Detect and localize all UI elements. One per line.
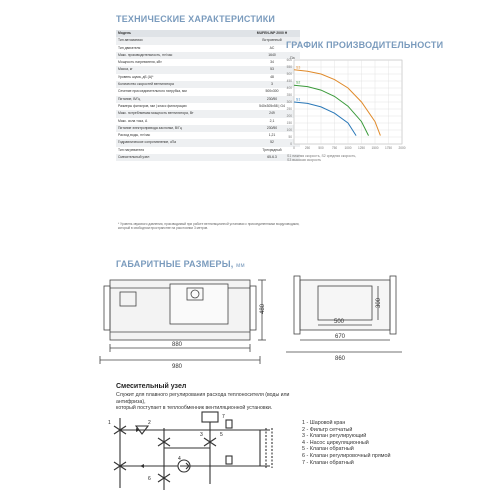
row-label: Мощность нагревателя, кВт xyxy=(118,60,162,65)
row-label: Расход воды, m³/час xyxy=(118,133,151,138)
y-tick-label: 600 xyxy=(286,58,292,63)
row-value: 1640 xyxy=(244,52,300,59)
row-value: 249 xyxy=(244,110,300,117)
mixing-unit-diagram xyxy=(100,408,300,496)
mixing-desc-line: Служит для плавного регулирования расхода теплоносителя (воды или антифриза), xyxy=(116,392,290,405)
specs-header-value: MUFEN-WP 2000 H xyxy=(244,30,300,37)
row-value: 34 xyxy=(270,60,274,65)
table-row xyxy=(116,118,300,125)
table-row xyxy=(116,154,300,161)
specs-header-label: Модель xyxy=(116,30,244,37)
x-tick-label: 1250 xyxy=(357,146,366,150)
y-tick-label: 50 xyxy=(288,135,292,140)
mixing-legend-list xyxy=(302,420,412,466)
row-value: 48 xyxy=(270,74,274,79)
table-row xyxy=(116,74,300,81)
row-label: Питание, В/Гц xyxy=(116,96,244,103)
row-value: 3 xyxy=(244,81,300,88)
callout-5: 5 xyxy=(220,432,223,438)
row-label: Уровень шума, дБ (A)* xyxy=(118,74,154,79)
row-value: Трехрядный xyxy=(262,147,282,152)
row-value: 500x300 xyxy=(265,89,279,94)
row-value: 65-6.3 xyxy=(244,154,300,161)
table-row xyxy=(116,59,300,66)
row-label: Смесительный узел xyxy=(116,154,244,161)
list-item: 6 - Клапан регулировочный прямой xyxy=(302,452,391,459)
x-tick-label: 500 xyxy=(318,146,324,150)
front-view-drawing xyxy=(90,268,270,368)
row-label: Масса, кг xyxy=(116,66,244,73)
dimensions-unit: мм xyxy=(236,263,245,269)
series-label-s3: S3 xyxy=(296,65,301,70)
table-row xyxy=(116,139,300,146)
row-label: Количество скоростей вентилятора xyxy=(116,81,244,88)
specs-footnote: * Уровень звукового давления, производимый при работе вентиляционной установки с присоединенными воздуховодами, который в свободном пространстве на расстоянии 3 метров. xyxy=(118,222,300,230)
row-value: 230/50 xyxy=(244,96,300,103)
specs-table xyxy=(116,30,300,161)
front-width-outer-label: 980 xyxy=(172,364,183,368)
list-item: 3 - Клапан регулирующий xyxy=(302,433,367,440)
list-item: 4 - Насос циркуляционный xyxy=(302,439,369,446)
table-row xyxy=(116,88,300,95)
y-tick-label: 300 xyxy=(286,100,292,105)
table-row xyxy=(116,125,300,132)
specs-title: ТЕХНИЧЕСКИЕ ХАРАКТЕРИСТИКИ xyxy=(116,14,276,24)
row-value: 2,1 xyxy=(269,118,275,123)
row-value: AC xyxy=(269,45,275,50)
callout-7: 7 xyxy=(222,414,225,420)
table-row xyxy=(116,66,300,73)
row-label: Сечение присоединительного патрубка, мм xyxy=(118,89,187,94)
callout-4: 4 xyxy=(178,456,181,462)
row-label: Размеры фильтров, мм | класс фильтрации xyxy=(118,103,187,108)
row-label: Тип нагревателя xyxy=(118,147,145,152)
side-width-inner-label: 670 xyxy=(335,334,346,340)
y-tick-label: 500 xyxy=(286,72,292,77)
row-value: 1,21 xyxy=(268,133,276,138)
side-height-label: 300 xyxy=(376,297,382,308)
row-value: 52 xyxy=(244,139,300,146)
mixing-title: Смесительный узел xyxy=(116,383,187,390)
front-height-label: 480 xyxy=(260,303,266,314)
x-tick-label: 1500 xyxy=(371,146,379,150)
y-tick-label: 550 xyxy=(286,65,292,70)
chart-legend xyxy=(287,154,356,163)
side-width-outer-label: 860 xyxy=(335,356,346,362)
table-row xyxy=(116,96,300,103)
row-label: Тип двигателя xyxy=(118,45,141,50)
x-tick-label: 1000 xyxy=(344,146,352,150)
dimensions-title-text: ГАБАРИТНЫЕ РАЗМЕРЫ, xyxy=(116,259,234,269)
list-item: 7 - Клапан обратный xyxy=(302,459,354,466)
callout-6: 6 xyxy=(148,476,151,482)
y-tick-label: 200 xyxy=(286,114,292,119)
x-tick-label: 1750 xyxy=(384,146,393,150)
row-value: 230/50 xyxy=(244,125,300,132)
callout-2: 2 xyxy=(148,420,151,426)
table-row xyxy=(116,147,300,154)
list-item: 5 - Клапан обратный xyxy=(302,446,354,453)
table-row xyxy=(116,132,300,139)
list-item: 1 - Шаровой кран xyxy=(302,420,346,426)
row-label: Макс. потребляемая мощность вентилятора, Вт xyxy=(116,110,244,117)
front-width-inner-label: 880 xyxy=(172,342,183,348)
y-tick-label: 0 xyxy=(290,142,292,147)
side-inner-width-label: 500 xyxy=(334,319,345,325)
x-tick-label: 0 xyxy=(293,146,295,150)
side-view-drawing xyxy=(280,268,410,368)
row-value: 53 xyxy=(244,66,300,73)
y-tick-label: 150 xyxy=(286,121,292,126)
y-tick-label: 250 xyxy=(286,107,292,112)
row-value: 540x305x58 | G4 xyxy=(259,103,285,108)
series-label-s2: S2 xyxy=(296,80,301,85)
legend-line: S1 нижняя скорость, S2 средняя скорость, xyxy=(287,154,357,158)
table-row xyxy=(116,45,300,52)
row-label: Макс. сила тока, А xyxy=(118,118,148,123)
row-label: Гидравлическое сопротивление, кПа xyxy=(116,139,244,146)
performance-chart xyxy=(280,54,410,159)
row-value: Встроенный xyxy=(244,37,300,44)
callout-3: 3 xyxy=(200,432,203,438)
table-row xyxy=(116,37,300,44)
table-row xyxy=(116,103,300,110)
mixing-desc-line: который поступает в теплообменник вентиляционной установки. xyxy=(116,405,273,412)
legend-line: S3 высокая скорость xyxy=(287,158,322,163)
series-label-s1: S1 xyxy=(296,97,301,102)
list-item: 2 - Фильтр сетчатый xyxy=(302,426,353,433)
chart-title: ГРАФИК ПРОИЗВОДИТЕЛЬНОСТИ xyxy=(286,40,444,50)
x-tick-label: 250 xyxy=(304,146,311,150)
x-tick-label: 750 xyxy=(331,146,338,150)
y-tick-label: 350 xyxy=(286,93,292,98)
callout-1: 1 xyxy=(108,420,111,426)
table-row xyxy=(116,52,300,59)
specs-header-row xyxy=(116,30,300,37)
y-tick-label: 100 xyxy=(286,128,292,133)
row-label: Макс. производительность, m³/час xyxy=(116,52,244,59)
row-label: Питание электропривода заслонки, В/Гц xyxy=(116,125,244,132)
row-label: Тип автоматики xyxy=(116,37,244,44)
y-tick-label: 450 xyxy=(286,79,292,84)
y-tick-label: 400 xyxy=(286,86,292,91)
table-row xyxy=(116,81,300,88)
x-tick-label: 2000 xyxy=(398,146,406,150)
table-row xyxy=(116,110,300,117)
y-axis-label: Па xyxy=(290,56,295,60)
